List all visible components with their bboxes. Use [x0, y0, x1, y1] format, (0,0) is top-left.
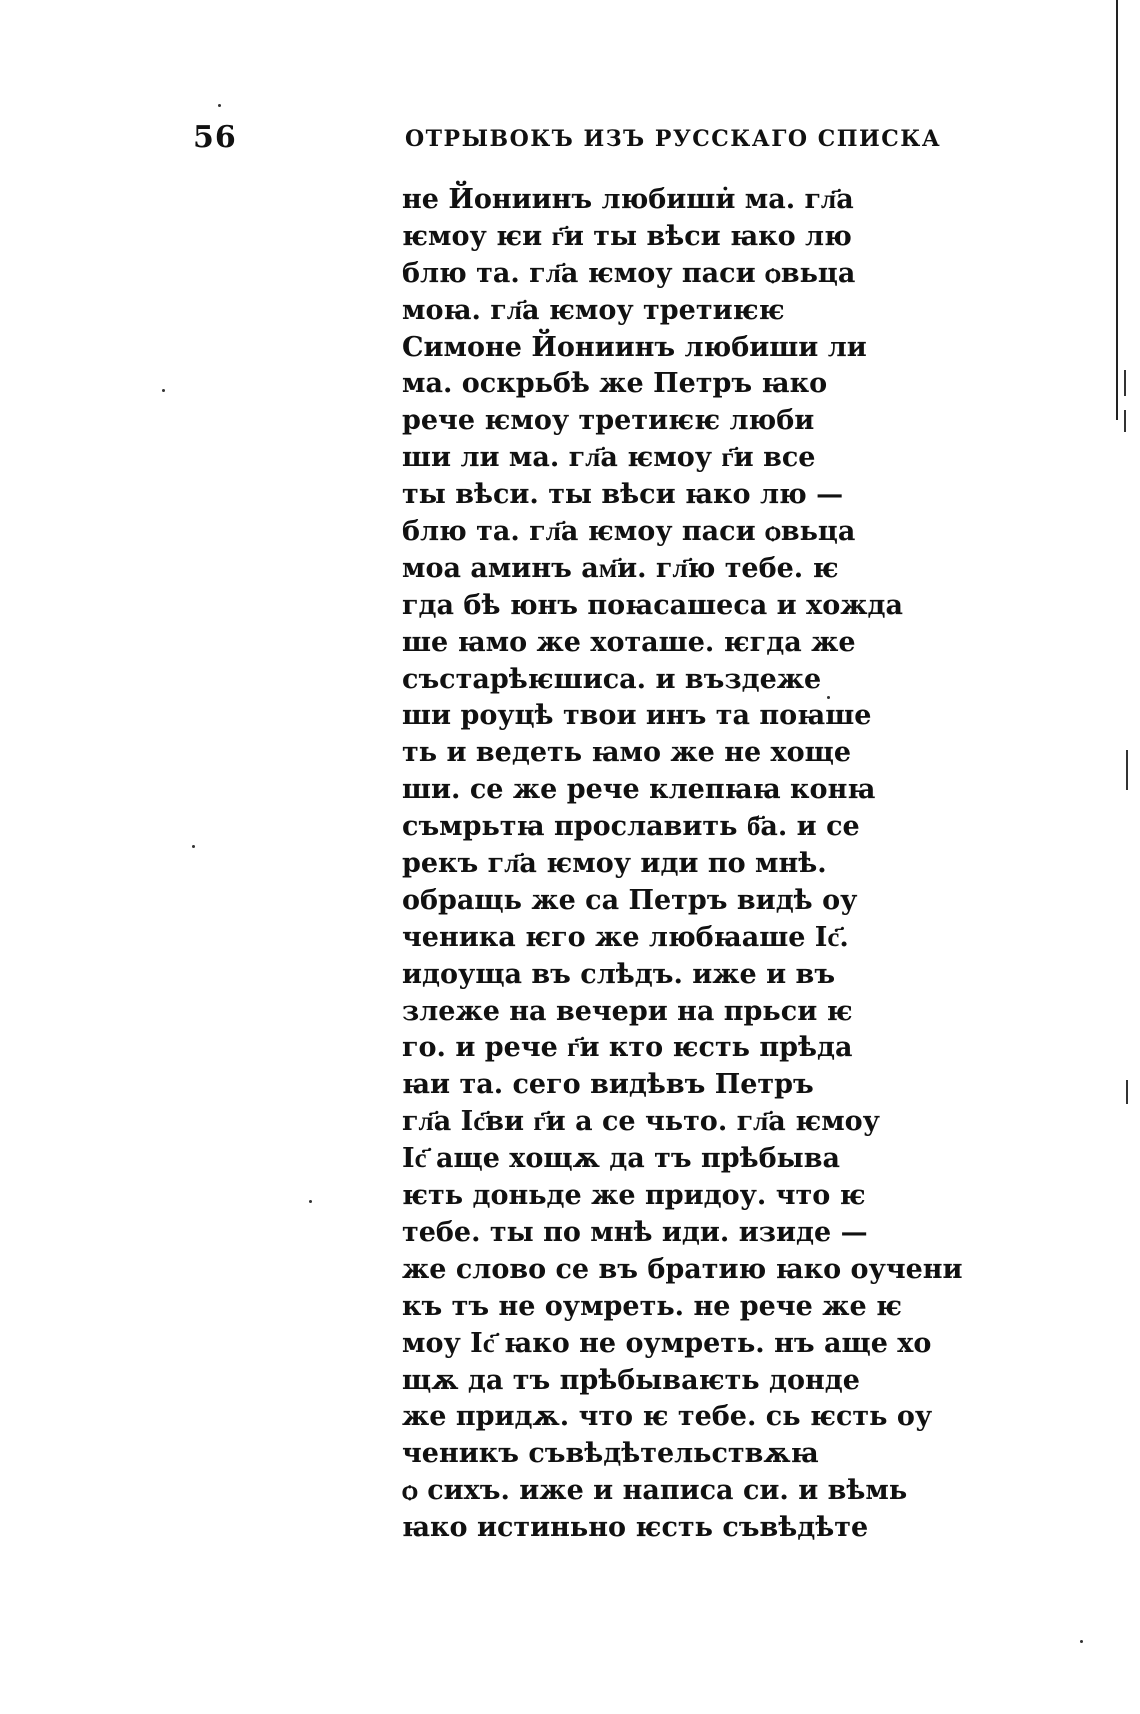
speck — [1080, 1640, 1083, 1643]
text-line: моꙗ. гл҃а ѥмоу третиѥѥ — [402, 294, 785, 326]
text-line: ть и ведеть ꙗмо же не хоще — [402, 737, 852, 769]
text-line: гда бѣ юнъ поꙗсашеса и хожда — [402, 589, 903, 621]
text-line: го. и рече г҃и кто ѥсть прѣда — [402, 1032, 853, 1064]
text-line: рекъ гл҃а ѥмоу иди по мнѣ. — [402, 848, 827, 880]
text-line: же придѫ. что ѥ тебе. сь ѥсть оу — [402, 1401, 933, 1433]
text-line: ше ꙗмо же хоташе. ѥгда же — [402, 626, 856, 658]
text-line: тебе. ты по мнѣ иди. изиде — — [402, 1216, 868, 1248]
text-line: съмрьтꙗ прославить б҃а. и се — [402, 811, 860, 843]
page-edge-rule — [1116, 0, 1118, 420]
text-line: моу Іс҃ ꙗко не оумреть. нъ аще хо — [402, 1327, 932, 1359]
edge-mark — [1126, 1080, 1128, 1104]
text-line: състарѣѥшиса. и въздеже — [402, 663, 822, 695]
text-line: идоуща въ слѣдъ. иже и въ — [402, 958, 836, 990]
speck — [162, 389, 165, 392]
text-line: Симоне Йониинъ любиши ли — [402, 331, 867, 363]
speck — [827, 696, 830, 699]
text-line: не Йониинъ любиши̇ ма. гл҃а — [402, 184, 854, 215]
text-line: Іс҃ аще хощѫ да тъ прѣбыва — [402, 1143, 840, 1175]
text-line: обращь же са Петръ видѣ оу — [402, 884, 858, 916]
text-line: моа аминъ ам҃и. гл҃ю тебе. ѥ — [402, 552, 839, 584]
text-line: ма. оскрьбѣ же Петръ ꙗко — [402, 368, 828, 400]
text-line: ченикъ съвѣдѣтельствѫꙗ — [402, 1438, 819, 1470]
text-line: гл҃а Іс҃ви г҃и а се чьто. гл҃а ѥмоу — [402, 1106, 880, 1138]
body-text — [402, 182, 963, 1547]
edge-mark — [1126, 750, 1128, 790]
text-line: ѻ сихъ. иже и написа си. и вѣмь — [402, 1475, 908, 1507]
text-line: же слово се въ братию ꙗко оучени — [402, 1253, 963, 1285]
text-line: блю та. гл҃а ѥмоу паси ѻвьца — [402, 516, 856, 548]
page-number: 56 — [193, 120, 237, 155]
text-line: ши ли ма. гл҃а ѥмоу г҃и все — [402, 442, 816, 474]
text-line: ѥть доньде же придоу. что ѥ — [402, 1180, 866, 1212]
text-line: злеже на вечери на прьси ѥ — [402, 995, 853, 1027]
text-line: ѥмоу ѥи г҃и ты вѣси ꙗко лю — [402, 220, 852, 252]
text-line: блю та. гл҃а ѥмоу паси ѻвьца — [402, 257, 856, 289]
text-line: ꙗи та. сего видѣвъ Петръ — [402, 1069, 814, 1101]
speck — [192, 845, 195, 848]
speck — [309, 1200, 312, 1203]
text-line: къ тъ не оумреть. не рече же ѥ — [402, 1290, 903, 1322]
speck — [218, 104, 221, 107]
running-title: ОТРЫВОКЪ ИЗЪ РУССКАГО СПИСКА — [405, 126, 942, 152]
edge-mark — [1124, 370, 1126, 396]
text-line: ши роуцѣ твои инъ та поꙗше — [402, 700, 872, 732]
edge-mark — [1124, 410, 1126, 432]
text-line: щѫ да тъ прѣбываѥть донде — [402, 1364, 860, 1396]
text-line: ченика ѥго же любꙗаше Іс҃. — [402, 921, 849, 953]
text-line: ꙗко истиньно ѥсть съвѣдѣте — [402, 1512, 869, 1544]
text-line: рече ѥмоу третиѥѥ люби — [402, 405, 815, 437]
text-line: ши. се же рече клепꙗꙗ конꙗ — [402, 774, 876, 806]
text-line: ты вѣси. ты вѣси ꙗко лю — — [402, 479, 844, 511]
